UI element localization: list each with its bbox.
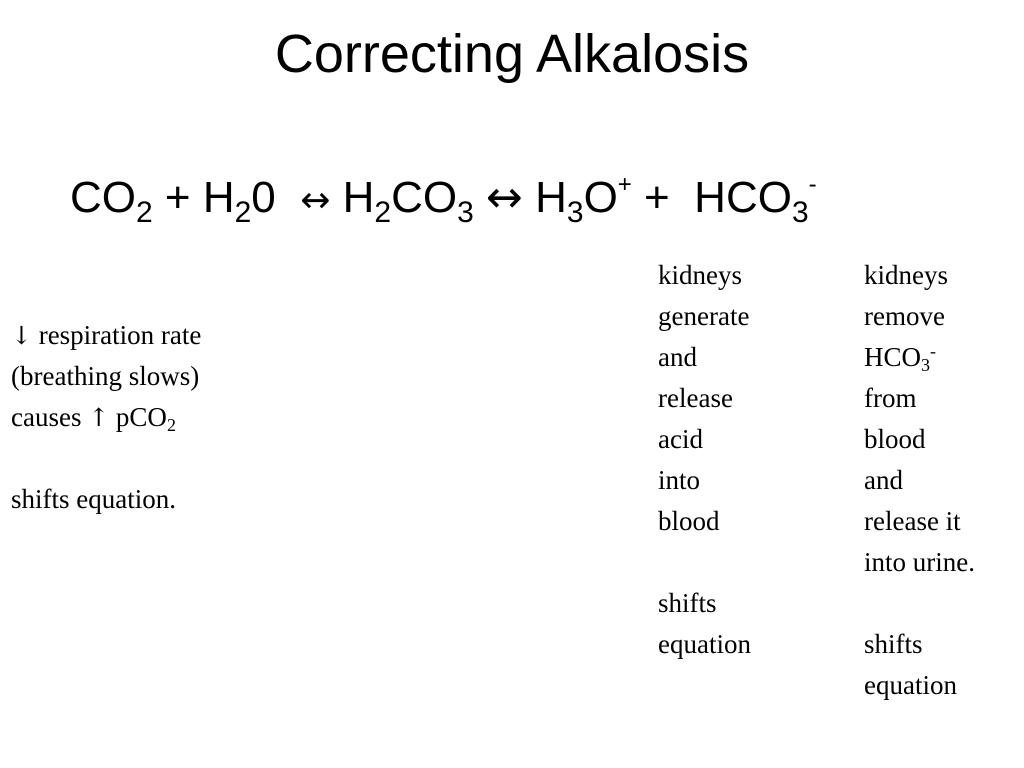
equation-text: O [583,173,618,222]
note-line: generate [658,301,750,331]
note-line [11,315,331,356]
note-text: HCO [864,342,922,372]
up-arrow-icon: ↑ [88,403,110,432]
note-line: kidneys [658,260,742,290]
note-line: release it [864,506,961,536]
equation-text: + H [152,173,235,222]
note-subscript: 2 [166,415,176,435]
note-superscript: - [930,341,937,361]
equation-text: + HCO [631,173,792,222]
note-line: kidneys [864,260,948,290]
note-subscript: 3 [921,355,931,375]
note-line [11,397,331,438]
equation-subscript: 2 [374,196,392,229]
note-line: from [864,383,917,413]
equation-subscript: 3 [457,196,474,229]
equation-text [474,173,486,222]
equation-text: H [522,173,567,222]
note-line [864,337,1024,378]
note-line: (breathing slows) [11,361,200,391]
equation-text: CO [70,173,136,222]
chemical-equation [70,168,817,231]
note-line: blood [864,424,926,454]
equation-text: H [330,173,375,222]
note-text: causes [11,402,89,432]
note-line: shifts equation. [11,484,176,514]
equation-subscript: 3 [791,196,809,229]
note-line: acid [658,424,703,454]
note-line: blood [658,506,720,536]
double-arrow-icon: ↔ [486,172,523,223]
note-line: equation [658,629,751,659]
kidney-acid-note [658,255,838,665]
equation-subscript: 2 [234,196,252,229]
note-line [11,438,331,479]
equation-text: 0 [251,173,301,222]
respiration-note [11,315,331,520]
note-line [864,583,1024,624]
equation-superscript: + [617,171,632,198]
equation-subscript: 3 [566,196,584,229]
note-line: and [658,342,697,372]
note-text: pCO [109,402,167,432]
equation-text: CO [391,173,458,222]
note-line: shifts [864,629,923,659]
note-line: into urine. [864,547,975,577]
down-arrow-icon: ↓ [11,321,32,350]
note-line: into [658,465,701,495]
note-line: shifts [658,588,717,618]
double-arrow-icon: ↔ [300,180,331,221]
note-line: equation [864,670,957,700]
note-line: remove [864,301,945,331]
note-line: and [864,465,903,495]
slide-title: Correcting Alkalosis [274,24,750,84]
kidney-bicarbonate-note [864,255,1024,706]
note-text: respiration rate [31,320,202,350]
note-line [658,542,838,583]
equation-superscript: - [808,171,817,198]
note-line: release [658,383,733,413]
equation-subscript: 2 [136,196,153,229]
